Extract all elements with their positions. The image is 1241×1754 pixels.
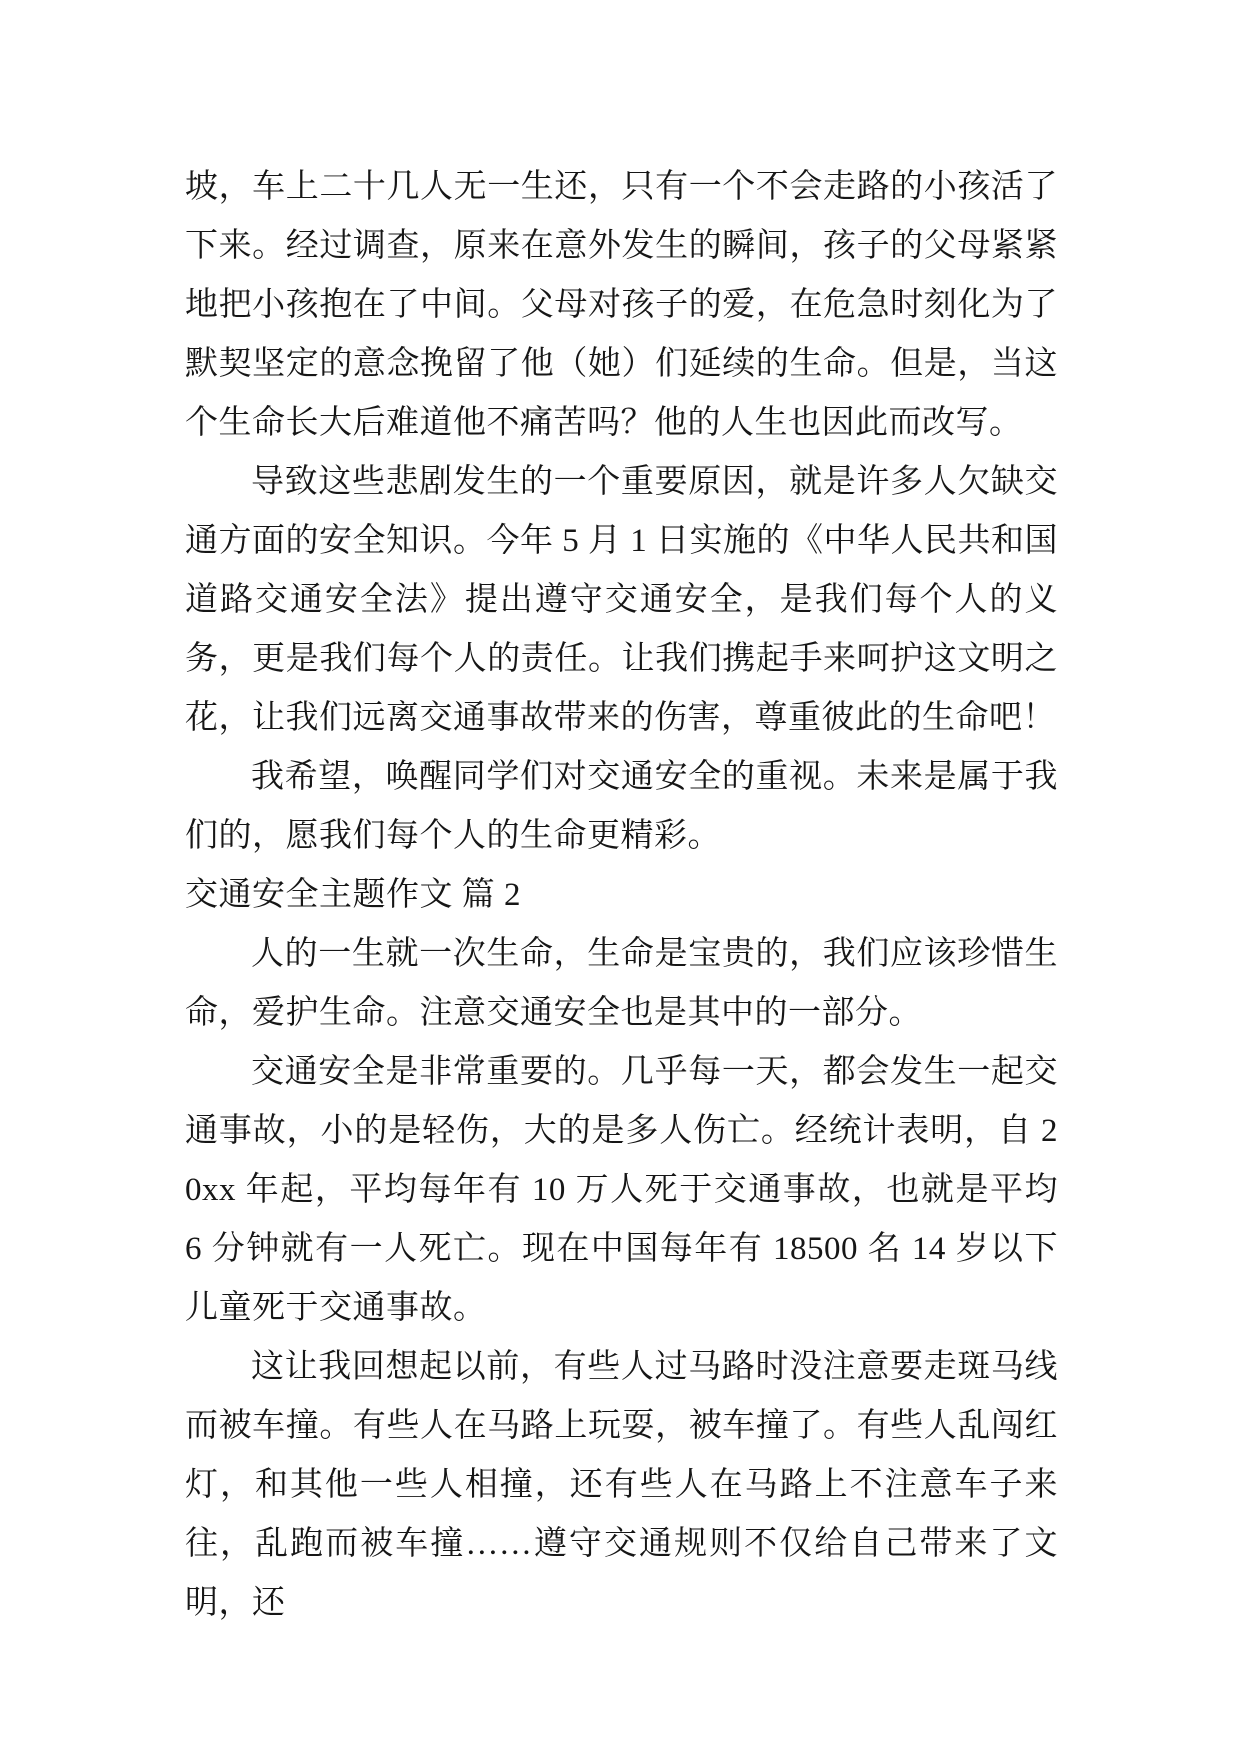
paragraph-continuation: 坡，车上二十几人无一生还，只有一个不会走路的小孩活了下来。经过调查，原来在意外发生的瞬间，孩子的父母紧紧地把小孩抱在了中间。父母对孩子的爱，在危急时刻化为了默契坚定的意念挽留了他（她）们延续的生命。但是，当这个生命长大后难道他不痛苦吗？他的人生也因此而改写。 (185, 169, 1058, 441)
paragraph-life-value: 人的一生就一次生命，生命是宝贵的，我们应该珍惜生命，爱护生命。注意交通安全也是其中的一部分。 (185, 936, 1058, 1031)
paragraph-causes: 导致这些悲剧发生的一个重要原因，就是许多人欠缺交通方面的安全知识。今年 5 月 1 日实施的《中华人民共和国道路交通安全法》提出遵守交通安全，是我们每个人的义务，更是我们每个人的责任。让我们携起手来呵护这文明之花，让我们远离交通事故带来的伤害，尊重彼此的生命吧！ (185, 464, 1058, 736)
paragraph-statistics: 交通安全是非常重要的。几乎每一天，都会发生一起交通事故，小的是轻伤，大的是多人伤亡。经统计表明，自 20xx 年起，平均每年有 10 万人死于交通事故，也就是平均 6 分钟就有一人死亡。现在中国每年有 18500 名 14 岁以下儿童死于交通事故。 (185, 1054, 1058, 1326)
paragraph-recollection: 这让我回想起以前，有些人过马路时没注意要走斑马线而被车撞。有些人在马路上玩耍，被车撞了。有些人乱闯红灯，和其他一些人相撞，还有些人在马路上不注意车子来往，乱跑而被车撞……遵守交通规则不仅给自己带来了文明，还 (185, 1349, 1058, 1621)
document-text-block (185, 158, 1058, 1633)
section-heading-essay-2: 交通安全主题作文 篇 2 (185, 877, 521, 913)
paragraph-hope: 我希望，唤醒同学们对交通安全的重视。未来是属于我们的，愿我们每个人的生命更精彩。 (185, 759, 1058, 854)
